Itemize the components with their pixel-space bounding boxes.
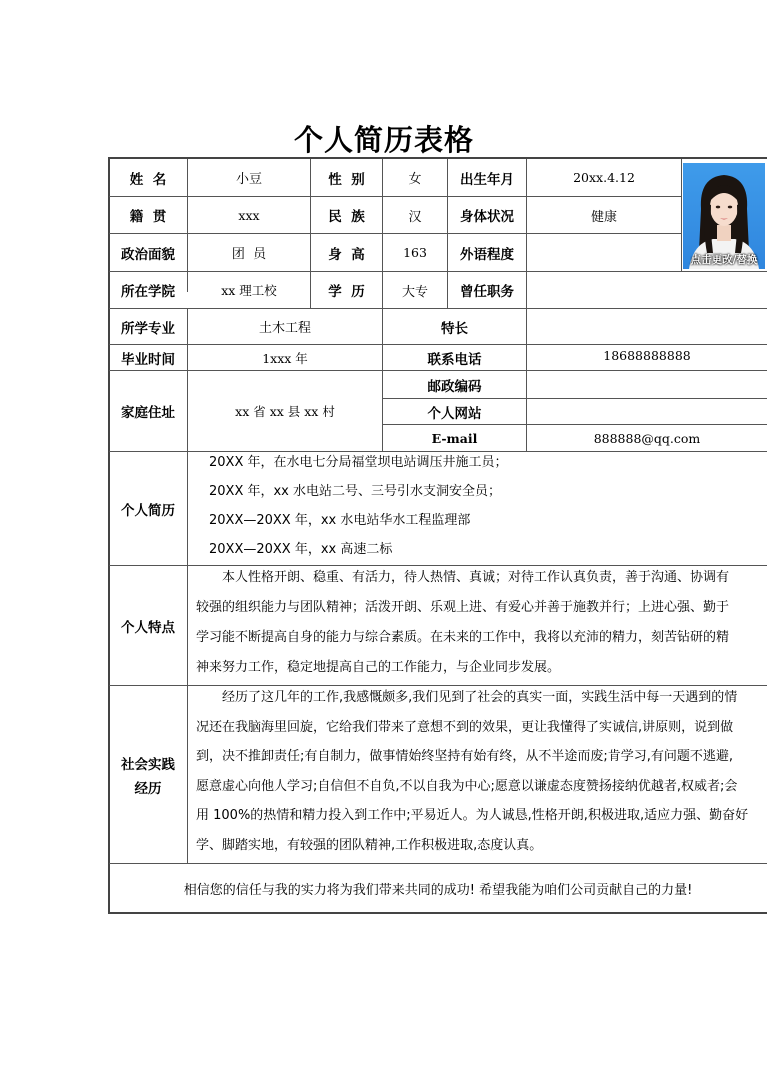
value-specialty[interactable] [527,309,767,344]
label-position: 曾任职务 [460,284,514,300]
value-native[interactable]: xxx [238,207,260,223]
label-specialty: 特长 [441,320,468,337]
practice-line: 到，决不推卸责任;有自制力，做事情始终坚持有始有终，从不半途而废;肯学习,有问题不逃避, [196,749,734,764]
value-graduation[interactable]: 1xxx 年 [262,350,308,366]
label-ethnic: 民 族 [328,209,365,225]
label-height: 身 高 [328,246,365,263]
label-website: 个人网站 [427,405,482,422]
traits-line: 较强的组织能力与团队精神；活泼开朗、乐观上进、有爱心并善于施教并行；上进心强、勤于 [196,600,730,615]
practice-line: 愿意虚心向他人学习;自信但不自负,不以自我为中心;愿意以谦虚态度赞扬接纳优越者,权威者;会 [196,778,738,794]
value-postcode[interactable] [527,371,767,398]
value-position[interactable] [527,272,767,308]
value-address[interactable]: xx 省 xx 县 xx 村 [235,404,335,419]
traits-line: 本人性格开朗、稳重、有活力，待人热情、真诚；对待工作认真负责，善于沟通、协调有 [222,570,730,585]
label-phone: 联系电话 [427,351,482,368]
history-item: 20XX 年，在水电七分局福堂坝电站调压井施工员； [209,455,508,470]
label-practice-line1: 社会实践 [121,756,175,773]
label-postcode: 邮政编码 [427,378,482,395]
value-major[interactable]: 土木工程 [258,321,311,336]
value-language[interactable] [527,234,681,271]
label-history: 个人简历 [121,502,175,519]
label-birth: 出生年月 [460,171,514,188]
history-item: 20XX—20XX 年，xx 水电站华水工程监理部 [209,513,471,528]
label-major: 所学专业 [121,320,175,337]
photo-caption: 点击更改/替换 [690,254,758,266]
value-phone[interactable]: 18688888888 [603,348,691,363]
value-height[interactable]: 163 [403,245,427,260]
label-native: 籍 贯 [129,209,167,225]
value-gender[interactable]: 女 [408,172,422,187]
page-title: 个人简历表格 [293,123,474,157]
history-item: 20XX—20XX 年，xx 高速二标 [209,542,393,557]
value-health[interactable]: 健康 [590,209,617,225]
traits-line: 神来努力工作，稳定地提高自己的工作能力，与企业同步发展。 [196,660,561,675]
value-email[interactable]: 888888@qq.com [593,430,701,446]
profile-photo[interactable] [683,163,765,269]
value-birth[interactable]: 20xx.4.12 [573,170,635,185]
label-school: 所在学院 [121,284,175,300]
closing-statement: 相信您的信任与我的实力将为我们带来共同的成功! 希望我能为咱们公司贡献自己的力量! [183,882,693,898]
practice-paragraph [196,683,764,860]
label-graduation: 毕业时间 [121,351,175,368]
practice-line: 经历了这几年的工作,我感慨颇多,我们见到了社会的真实一面，实践生活中每一天遇到的情 [222,690,738,705]
label-name: 姓 名 [129,171,167,188]
traits-line: 学习能不断提高自身的能力与综合素质。在未来的工作中，我将以充沛的精力，刻苦钻研的精 [196,630,730,645]
label-practice-line2: 经历 [134,780,162,797]
practice-line: 用 100%的热情和精力投入到工作中;平易近人。为人诚恳,性格开朗,积极进取,适应力强、勤奋好 [196,808,749,823]
value-school[interactable]: xx 理工校 [221,283,277,298]
value-ethnic[interactable]: 汉 [408,209,422,225]
label-email: E-mail [431,430,478,446]
column-divider [681,159,682,271]
traits-paragraph [196,563,764,683]
label-health: 身体状况 [460,209,514,225]
label-traits: 个人特点 [121,619,175,636]
label-political: 政治面貌 [121,246,175,263]
history-item: 20XX 年，xx 水电站二号、三号引水支洞安全员； [209,484,502,499]
label-education: 学 历 [328,284,365,300]
value-political[interactable]: 团 员 [231,247,267,262]
label-practice [109,686,187,863]
practice-line: 学、脚踏实地，有较强的团队精神,工作积极进取,态度认真。 [196,837,543,853]
practice-line: 况还在我脑海里回旋，它给我们带来了意想不到的效果，更让我懂得了实诚信,讲原则，说到做 [196,719,734,735]
value-website[interactable] [527,399,767,424]
value-name[interactable]: 小豆 [235,172,262,187]
label-address: 家庭住址 [121,405,175,421]
value-education[interactable]: 大专 [401,284,428,300]
label-gender: 性 别 [328,171,365,188]
history-list [209,448,764,564]
label-language: 外语程度 [460,246,514,263]
